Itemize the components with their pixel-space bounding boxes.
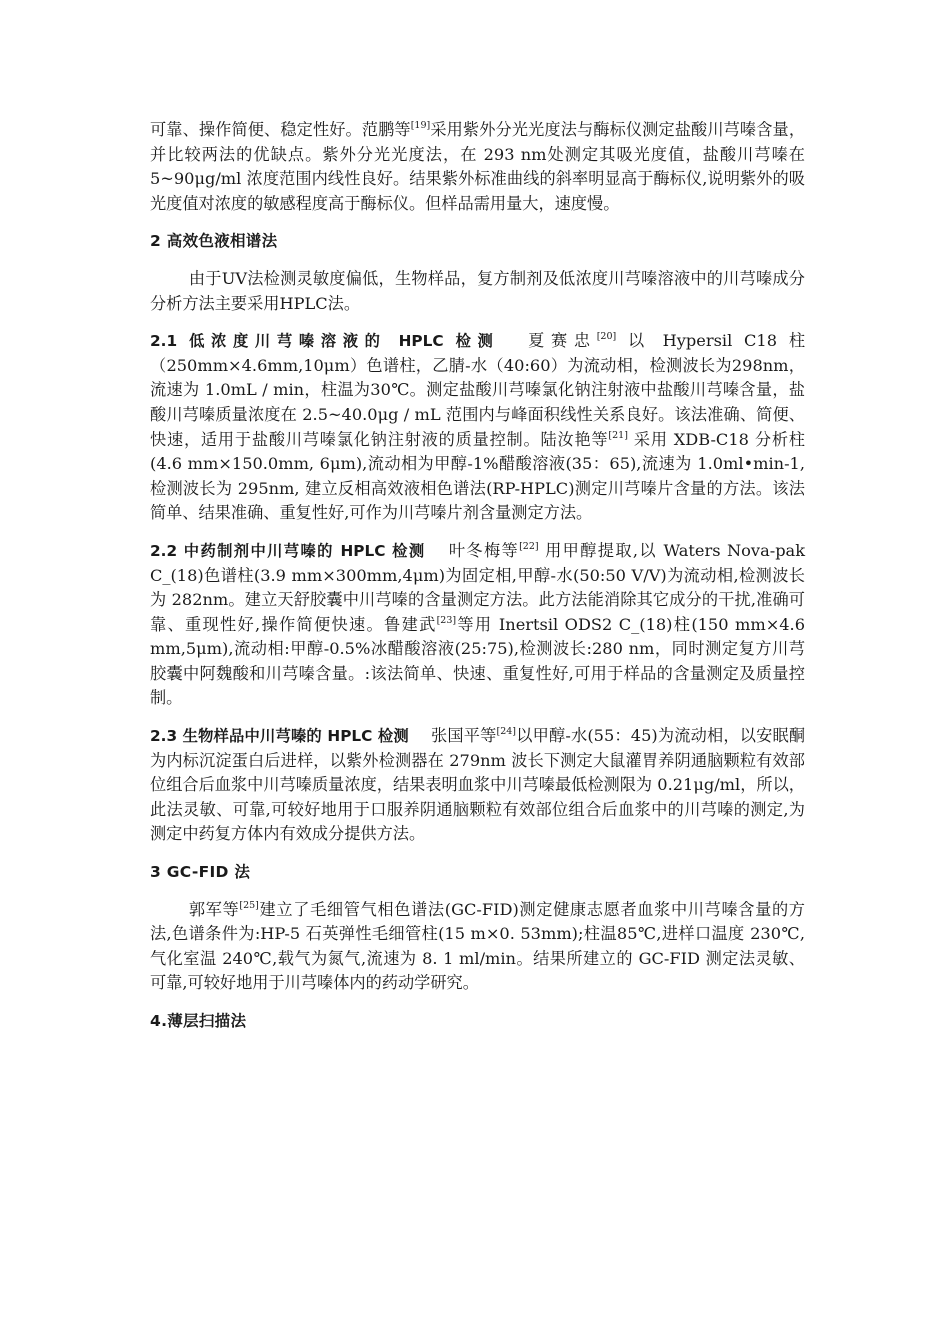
citation-22: [22] [519,540,539,552]
text-run: 以 Hypersil C18 柱 （250mm×4.6mm,10μm）色谱柱，乙腈-水（40:60）为流动相，检测波长为298nm，流速为 1.0mL / min，柱温为30℃。测定盐酸川芎嗪氯化钠注射液中盐酸川芎嗪含量，盐酸川芎嗪质量浓度在 2.5~40.0μg / mL 范围内与峰面积线性关系良好。该法准确、简便、快速，适用于盐酸川芎嗪氯化钠注射液的质量控制。陆汝艳等 [150,331,806,449]
document-page [150,118,805,1047]
citation-25: [25] [239,899,259,911]
section-2-1-paragraph [150,329,805,526]
citation-20: [20] [596,331,617,343]
text-run: 叶冬梅等 [447,540,520,560]
text-run: 夏赛忠 [521,331,597,351]
text-run: 采用紫外分光光度法与酶标仪测定盐酸川芎嗪含量，并比较两法的优缺点。紫外分光光度法，在 293 nm处测定其吸光度值，盐酸川芎嗪在 5~90μg/ml 浓度范围内线性良好。结果紫外标准曲线的斜率明显高于酶标仪,说明紫外的吸光度值对浓度的敏感程度高于酶标仪。但样品需用量大，速度慢。 [150,120,806,213]
section-2-paragraph: 由于UV法检测灵敏度偏低，生物样品，复方制剂及低浓度川芎嗪溶液中的川芎嗪成分分析方法主要采用HPLC法。 [150,268,805,313]
subsection-2-1-title: 2.1 低浓度川芎嗪溶液的 HPLC 检测 [150,332,500,351]
text-run: 建立了毛细管气相色谱法(GC-FID)测定健康志愿者血浆中川芎嗪含量的方法,色谱条件为:HP-5 石英弹性毛细管柱(15 m×0. 53mm);柱温85℃,进样口温度 230℃,气化室温 240℃,载气为氮气,流速为 8. 1 ml/min。结果所建立的 GC-FID 测定法灵敏、可靠,可较好地用于川芎嗪体内的药动学研究。 [150,899,805,993]
subsection-2-3-title: 2.3 生物样品中川芎嗪的 HPLC 检测 [150,727,409,746]
intro-paragraph [150,118,805,216]
section-2-3-paragraph [150,724,805,847]
citation-24: [24] [496,726,517,738]
text-run: 以甲醇-水(55：45)为流动相，以安眠酮为内标沉淀蛋白后进样，以紫外检测器在 279nm 波长下测定大鼠灌胃养阴通脑颗粒有效部位组合后血浆中川芎嗪质量浓度，结果表明血浆中川芎嗪最低检测限为 0.21μg/ml，所以，此法灵敏、可靠,可较好地用于口服养阴通脑颗粒有效部位组合后血浆中的川芎嗪的测定,为测定中药复方体内有效成分提供方法。 [150,726,806,844]
subsection-2-2-title: 2.2 中药制剂中川芎嗪的 HPLC 检测 [150,541,426,560]
text-run: 采用 XDB-C18 分析柱(4.6 mm×150.0mm, 6μm),流动相为甲醇-1%醋酸溶液(35：65),流速为 1.0ml•min-1,检测波长为 295nm, 建立反相高效液相色谱法(RP-HPLC)测定川芎嗪片含量的方法。该法简单、结果准确、重复性好,可作为川芎嗪片剂含量测定方法。 [150,429,805,523]
section-2-heading: 2 高效色液相谱法 [150,232,278,251]
section-2-2-paragraph [150,539,805,711]
section-4-heading: 4.薄层扫描法 [150,1012,247,1030]
section-3-paragraph [150,898,805,996]
section-3-heading: 3 GC-FID 法 [150,863,251,882]
citation-19: [19] [410,120,431,131]
text-run: 郭军等 [188,899,240,919]
text-run: 张国平等 [430,726,497,746]
citation-21: [21] [608,429,628,441]
citation-23: [23] [436,614,457,626]
text-run: 用甲醇提取,以 Waters Nova-pak C_(18)色谱柱(3.9 mm×300mm,4μm)为固定相,甲醇-水(50:50 V/V)为流动相,检测波长为 282nm。建立天舒胶囊中川芎嗪的含量测定方法。此方法能消除其它成分的干扰,准确可靠、重现性好,操作简便快速。鲁建武 [150,540,806,634]
text-run: 可靠、操作简便、稳定性好。范鹏等 [150,120,411,139]
text-run: 等用 Inertsil ODS2 C_(18)柱(150 mm×4.6 mm,5μm),流动相:甲醇-0.5%冰醋酸溶液(25:75),检测波长:280 nm，同时测定复方川芎胶囊中阿魏酸和川芎嗪含量。:该法简单、快速、重复性好,可用于样品的含量测定及质量控制。 [150,614,805,708]
